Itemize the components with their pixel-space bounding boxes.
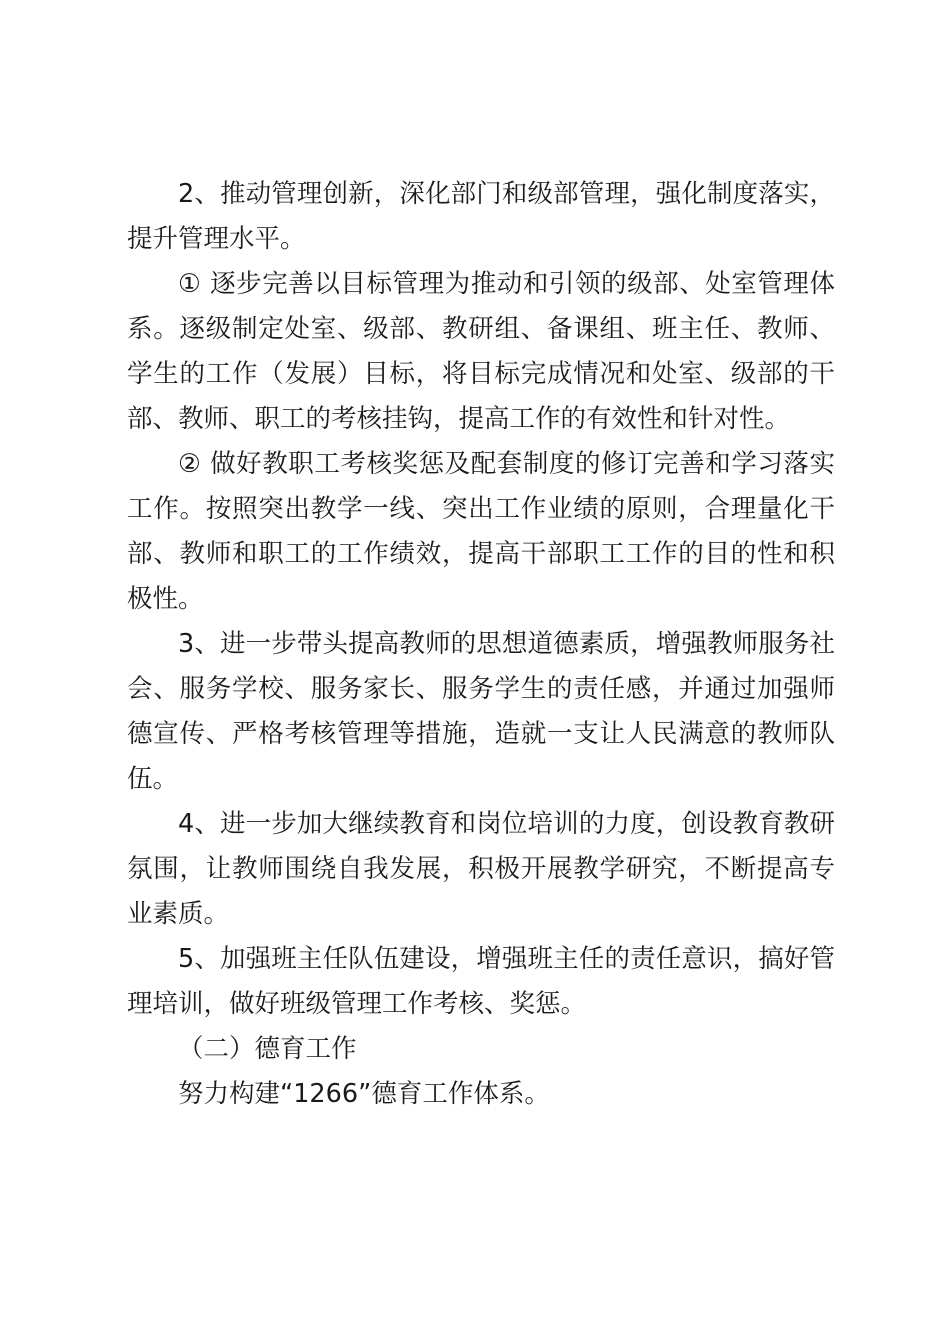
paragraph-item-4: 4、进一步加大继续教育和岗位培训的力度，创设教育教研氛围，让教师围绕自我发展，积极开展教学研究，不断提高专业素质。 [127, 809, 835, 929]
section-heading-moral-education: （二）德育工作 [178, 1034, 357, 1064]
paragraph-moral-education-system: 努力构建“1266”德育工作体系。 [178, 1079, 550, 1109]
paragraph-subitem-2: ② 做好教职工考核奖惩及配套制度的修订完善和学习落实工作。按照突出教学一线、突出工作业绩的原则，合理量化干部、教师和职工的工作绩效，提高干部职工工作的目的性和积极性。 [127, 449, 835, 614]
paragraph-item-2: 2、推动管理创新，深化部门和级部管理，强化制度落实，提升管理水平。 [127, 179, 835, 254]
document-body [127, 172, 835, 1117]
paragraph-item-5: 5、加强班主任队伍建设，增强班主任的责任意识，搞好管理培训，做好班级管理工作考核、奖惩。 [127, 944, 835, 1019]
paragraph-item-3: 3、进一步带头提高教师的思想道德素质，增强教师服务社会、服务学校、服务家长、服务学生的责任感，并通过加强师德宣传、严格考核管理等措施，造就一支让人民满意的教师队伍。 [127, 629, 835, 794]
paragraph-subitem-1: ① 逐步完善以目标管理为推动和引领的级部、处室管理体系。逐级制定处室、级部、教研组、备课组、班主任、教师、学生的工作（发展）目标，将目标完成情况和处室、级部的干部、教师、职工的考核挂钩，提高工作的有效性和针对性。 [127, 269, 835, 434]
